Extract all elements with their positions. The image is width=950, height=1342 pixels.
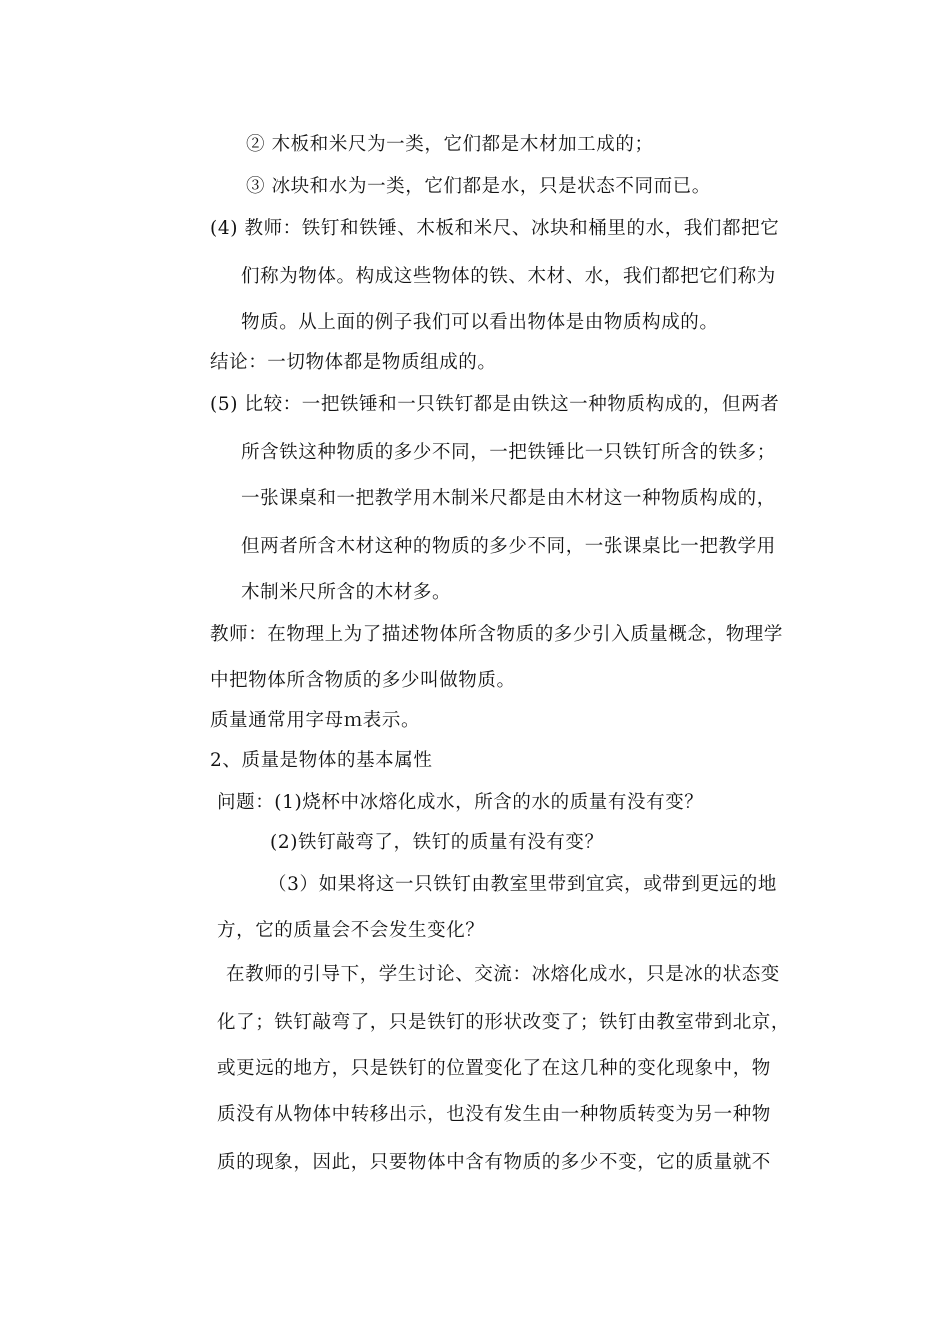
text-line-9: 一张课桌和一把教学用木制米尺都是由木材这一种物质构成的，: [241, 488, 776, 509]
text-line-16: 问题：(1)烧杯中冰熔化成水，所含的水的质量有没有变？: [217, 792, 704, 813]
text-line-5: 物质。从上面的例子我们可以看出物体是由物质构成的。: [241, 312, 719, 333]
text-line-22: 或更远的地方，只是铁钉的位置变化了在这几种的变化现象中，物: [217, 1058, 771, 1079]
text-line-24: 质的现象，因此，只要物体中含有物质的多少不变，它的质量就不: [217, 1152, 771, 1173]
text-line-8: 所含铁这种物质的多少不同，一把铁锤比一只铁钉所含的铁多；: [241, 442, 776, 463]
text-line-13: 中把物体所含物质的多少叫做物质。: [210, 670, 516, 691]
text-line-18: （3）如果将这一只铁钉由教室里带到宜宾，或带到更远的地: [268, 874, 777, 895]
text-line-3: (4) 教师：铁钉和铁锤、木板和米尺、冰块和桶里的水，我们都把它: [210, 218, 780, 239]
text-line-12: 教师：在物理上为了描述物体所含物质的多少引入质量概念，物理学: [210, 624, 784, 645]
text-line-23: 质没有从物体中转移出示，也没有发生由一种物质转变为另一种物: [217, 1104, 771, 1125]
text-line-4: 们称为物体。构成这些物体的铁、木材、水，我们都把它们称为: [241, 266, 776, 287]
text-line-1: ② 木板和米尺为一类，它们都是木材加工成的；: [246, 134, 654, 155]
text-line-2: ③ 冰块和水为一类，它们都是水，只是状态不同而已。: [246, 176, 711, 197]
text-line-21: 化了；铁钉敲弯了，只是铁钉的形状改变了；铁钉由教室带到北京，: [217, 1012, 791, 1033]
text-line-20: 在教师的引导下，学生讨论、交流：冰熔化成水，只是冰的状态变: [226, 964, 780, 985]
text-line-11: 木制米尺所含的木材多。: [241, 582, 452, 603]
text-line-14: 质量通常用字母ｍ表示。: [210, 710, 421, 731]
text-line-10: 但两者所含木材这种的物质的多少不同，一张课桌比一把教学用: [241, 536, 776, 557]
text-line-6: 结论：一切物体都是物质组成的。: [210, 352, 497, 373]
text-line-7: (5) 比较：一把铁锤和一只铁钉都是由铁这一种物质构成的，但两者: [210, 394, 780, 415]
text-line-17: (2)铁钉敲弯了，铁钉的质量有没有变？: [270, 832, 604, 853]
text-line-19: 方，它的质量会不会发生变化？: [217, 920, 485, 941]
text-line-15: 2、质量是物体的基本属性: [210, 750, 433, 771]
